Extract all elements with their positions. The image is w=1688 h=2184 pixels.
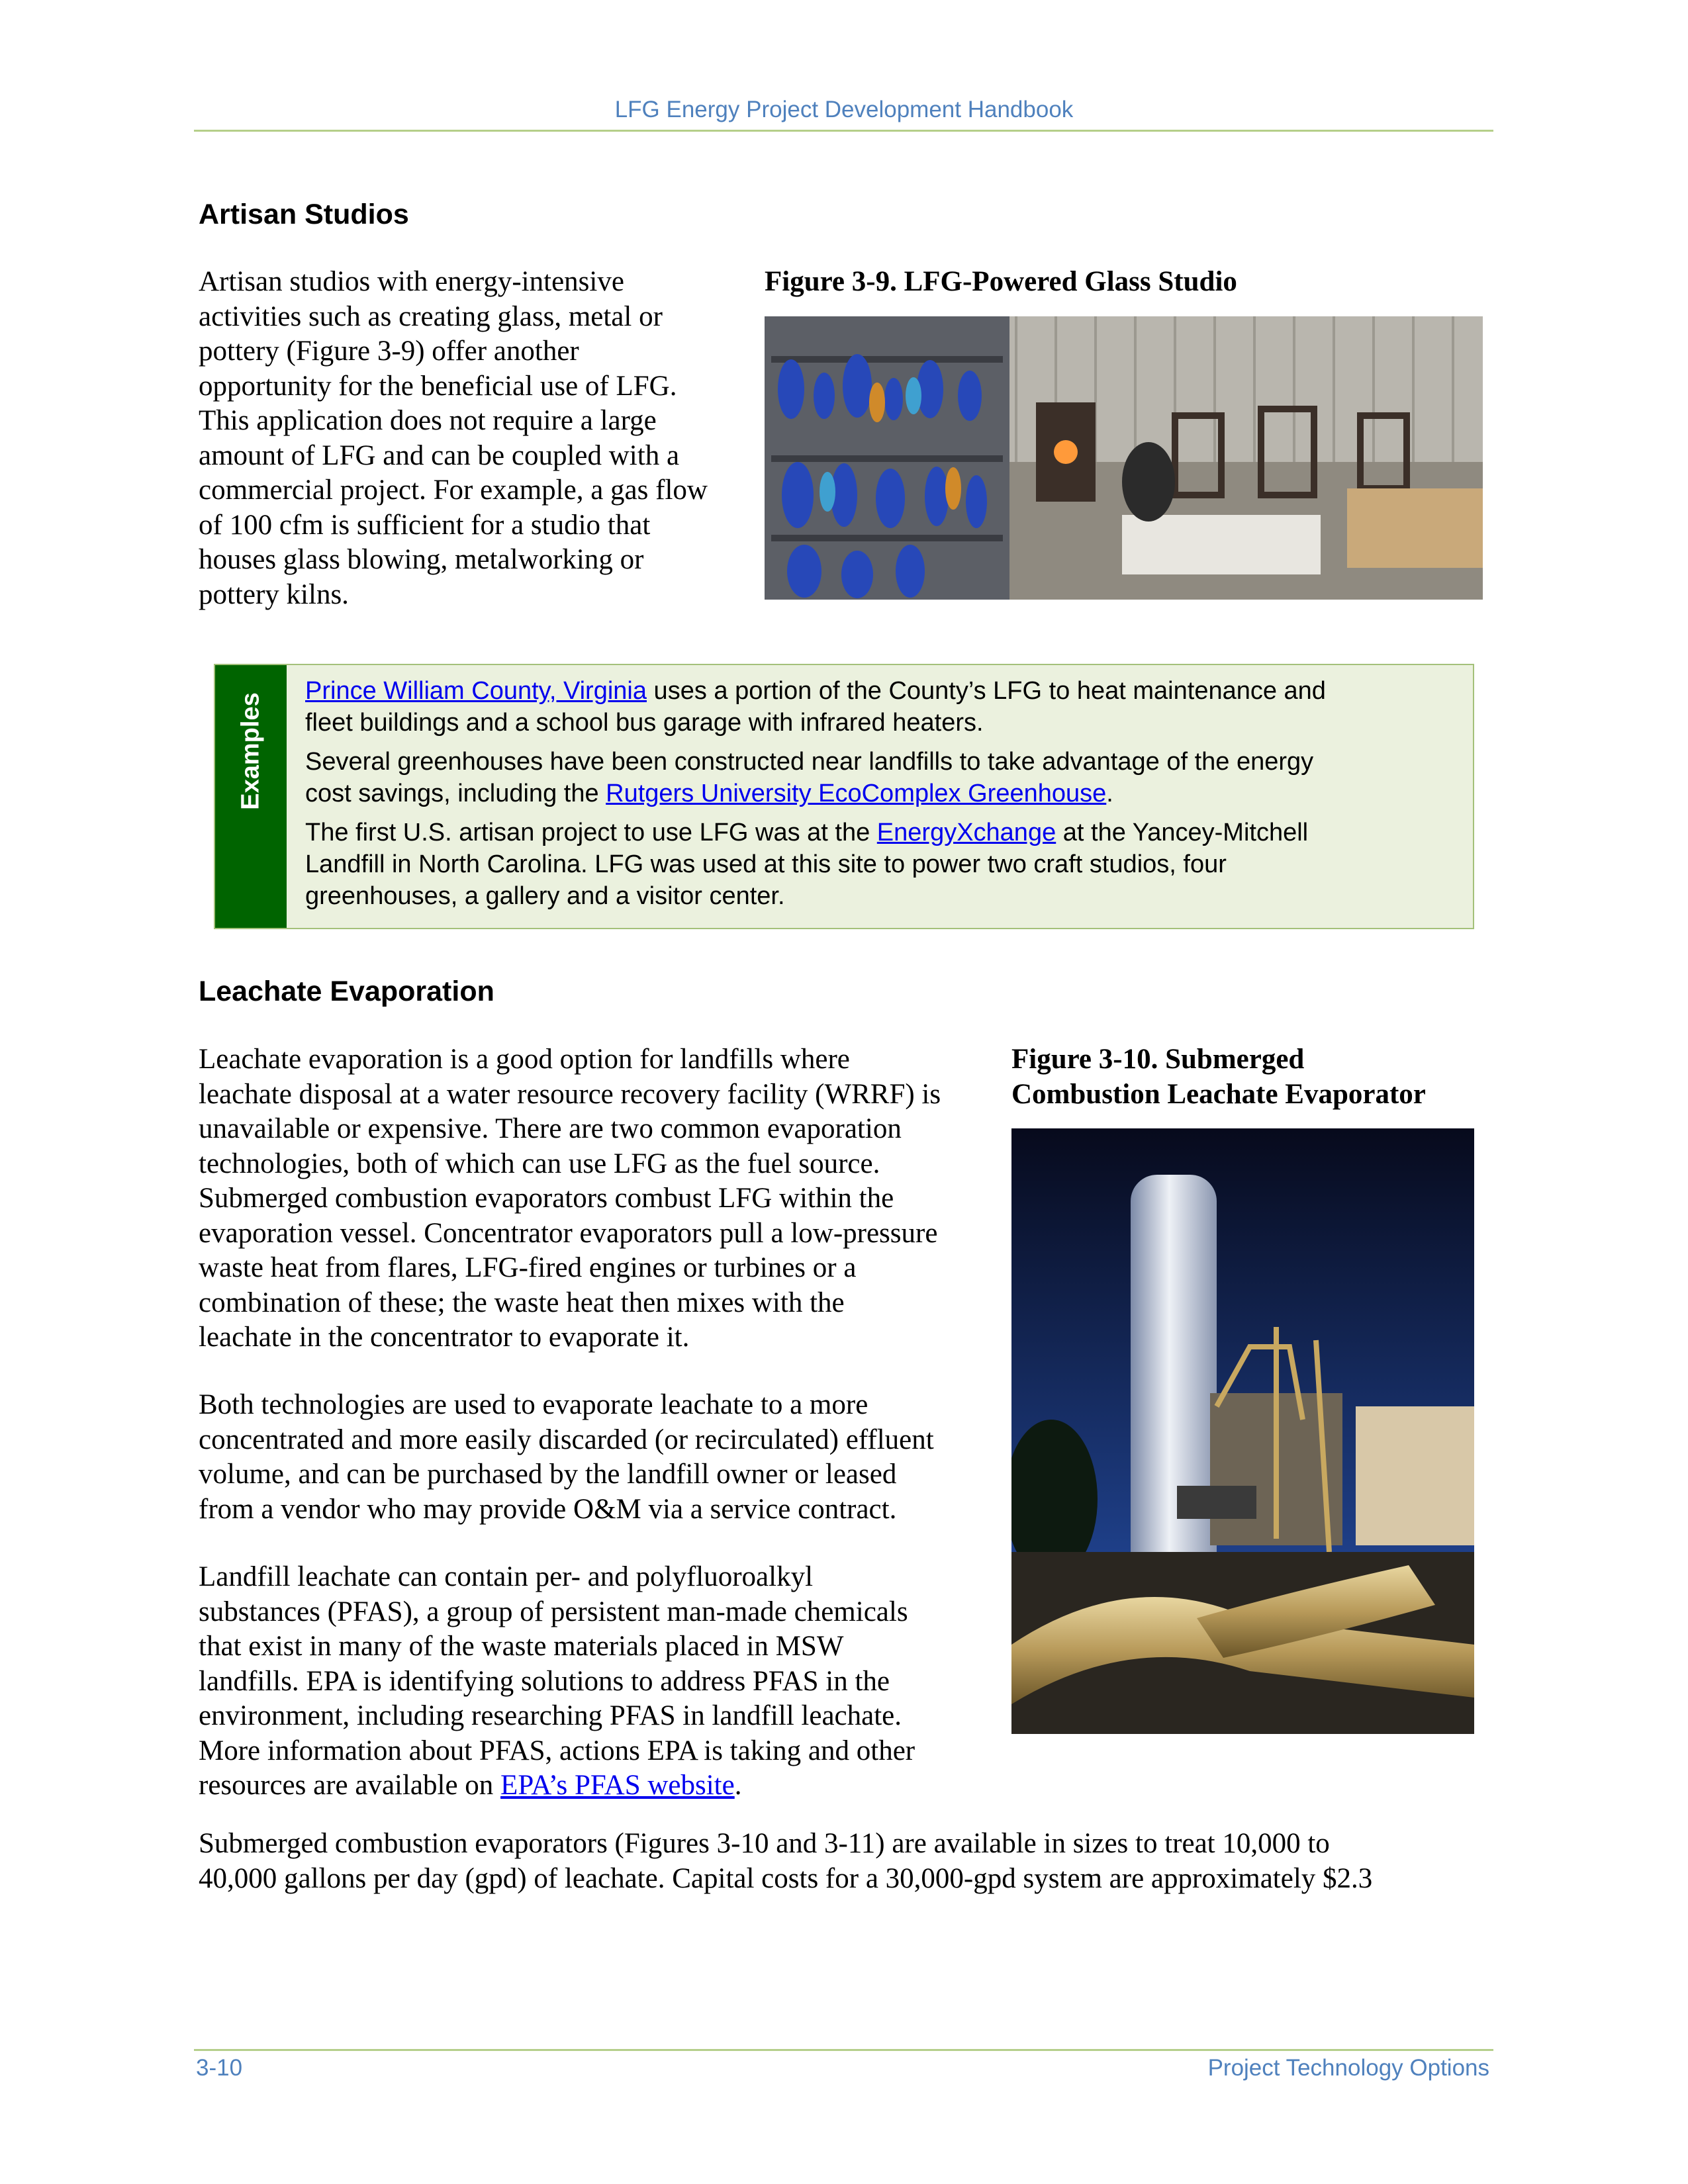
section-heading-artisan: Artisan Studios [199,199,409,230]
text-line: amount of LFG and can be coupled with a [199,439,680,471]
text-line: resources are available on EPA’s PFAS website. [199,1770,742,1801]
examples-tab [215,665,287,928]
examples-body [305,675,1457,919]
page-number: 3-10 [196,2055,243,2081]
running-header: LFG Energy Project Development Handbook [614,97,1074,122]
artisan-paragraph [199,265,755,612]
text-line: More information about PFAS, actions EPA is taking and other [199,1735,915,1766]
text-line: from a vendor who may provide O&M via a service contract. [199,1493,897,1525]
text-line: substances (PFAS), a group of persistent man-made chemicals [199,1596,908,1627]
footer-rule [194,2049,1493,2051]
epa-pfas-website-link[interactable]: EPA’s PFAS website [500,1770,735,1801]
text-line: environment, including researching PFAS in landfill leachate. [199,1700,902,1731]
text-line: Landfill leachate can contain per- and polyfluoroalkyl [199,1561,814,1592]
footer-section-title: Project Technology Options [1207,2055,1489,2081]
text-line: houses glass blowing, metalworking or [199,544,644,575]
text-line: Both technologies are used to evaporate leachate to a more [199,1389,868,1420]
text-line: 40,000 gallons per day (gpd) of leachate. Capital costs for a 30,000-gpd system are approximately $2.3 [199,1862,1373,1894]
text-line: Leachate evaporation is a good option for landfills where [199,1044,850,1075]
energyxchange-link[interactable]: EnergyXchange [876,819,1056,846]
leachate-paragraph-3 [199,1560,993,1803]
example-item: The first U.S. artisan project to use LFG was at the EnergyXchange at the Yancey-Mitchell Landfill in North Carolina. LFG was used at this site to power two craft studios, four greenhouses, a gallery and a visitor center. [305,819,1309,910]
text-line: concentrated and more easily discarded (or recirculated) effluent [199,1424,934,1455]
text-line: leachate disposal at a water resource recovery facility (WRRF) is [199,1078,941,1110]
text-line: activities such as creating glass, metal or [199,300,663,332]
leachate-evaporator-photo [1011,1128,1474,1734]
text-line: waste heat from flares, LFG-fired engines or turbines or a [199,1252,857,1283]
text-line: that exist in many of the waste materials placed in MSW [199,1631,844,1662]
text-line: Submerged combustion evaporators (Figures 3-10 and 3-11) are available in sizes to treat 10,000 to [199,1828,1330,1859]
text-line: commercial project. For example, a gas flow [199,475,708,506]
text-line: technologies, both of which can use LFG as the fuel source. [199,1148,880,1179]
figure-3-10-caption: Figure 3-10. Submerged Combustion Leachate Evaporator [1011,1044,1426,1110]
figure-3-9-caption: Figure 3-9. LFG-Powered Glass Studio [765,266,1237,297]
section-heading-leachate: Leachate Evaporation [199,976,494,1007]
prince-william-county-link[interactable]: Prince William County, Virginia [305,677,647,705]
leachate-paragraph-1 [199,1042,993,1355]
text-line: This application does not require a large [199,405,657,436]
leachate-paragraph-4 [199,1827,1496,1896]
text-line: pottery kilns. [199,578,349,610]
text-line: evaporation vessel. Concentrator evaporators pull a low-pressure [199,1217,938,1249]
example-item: Several greenhouses have been constructed near landfills to take advantage of the energy cost savings, including the Rutgers University EcoComplex Greenhouse. [305,748,1314,807]
header-rule [194,130,1493,132]
examples-tab-label: Examples [236,692,265,810]
text-line: landfills. EPA is identifying solutions to address PFAS in the [199,1665,890,1697]
text-line: Artisan studios with energy-intensive [199,266,624,297]
leachate-paragraph-2 [199,1388,993,1527]
text-line: opportunity for the beneficial use of LFG. [199,370,677,402]
text-line: of 100 cfm is sufficient for a studio that [199,509,651,541]
text-line: pottery (Figure 3-9) offer another [199,336,579,367]
glass-studio-photo [765,316,1483,600]
rutgers-ecocomplex-link[interactable]: Rutgers University EcoComplex Greenhouse [606,780,1107,807]
text-line: Submerged combustion evaporators combust LFG within the [199,1183,894,1214]
text-line: combination of these; the waste heat then mixes with the [199,1287,845,1318]
examples-callout [214,664,1474,929]
text-line: leachate in the concentrator to evaporate it. [199,1322,690,1353]
text-line: volume, and can be purchased by the landfill owner or leased [199,1459,897,1490]
text-line: unavailable or expensive. There are two common evaporation [199,1113,902,1144]
example-item: Prince William County, Virginia uses a portion of the County’s LFG to heat maintenance and fleet buildings and a school bus garage with infrared heaters. [305,677,1326,737]
